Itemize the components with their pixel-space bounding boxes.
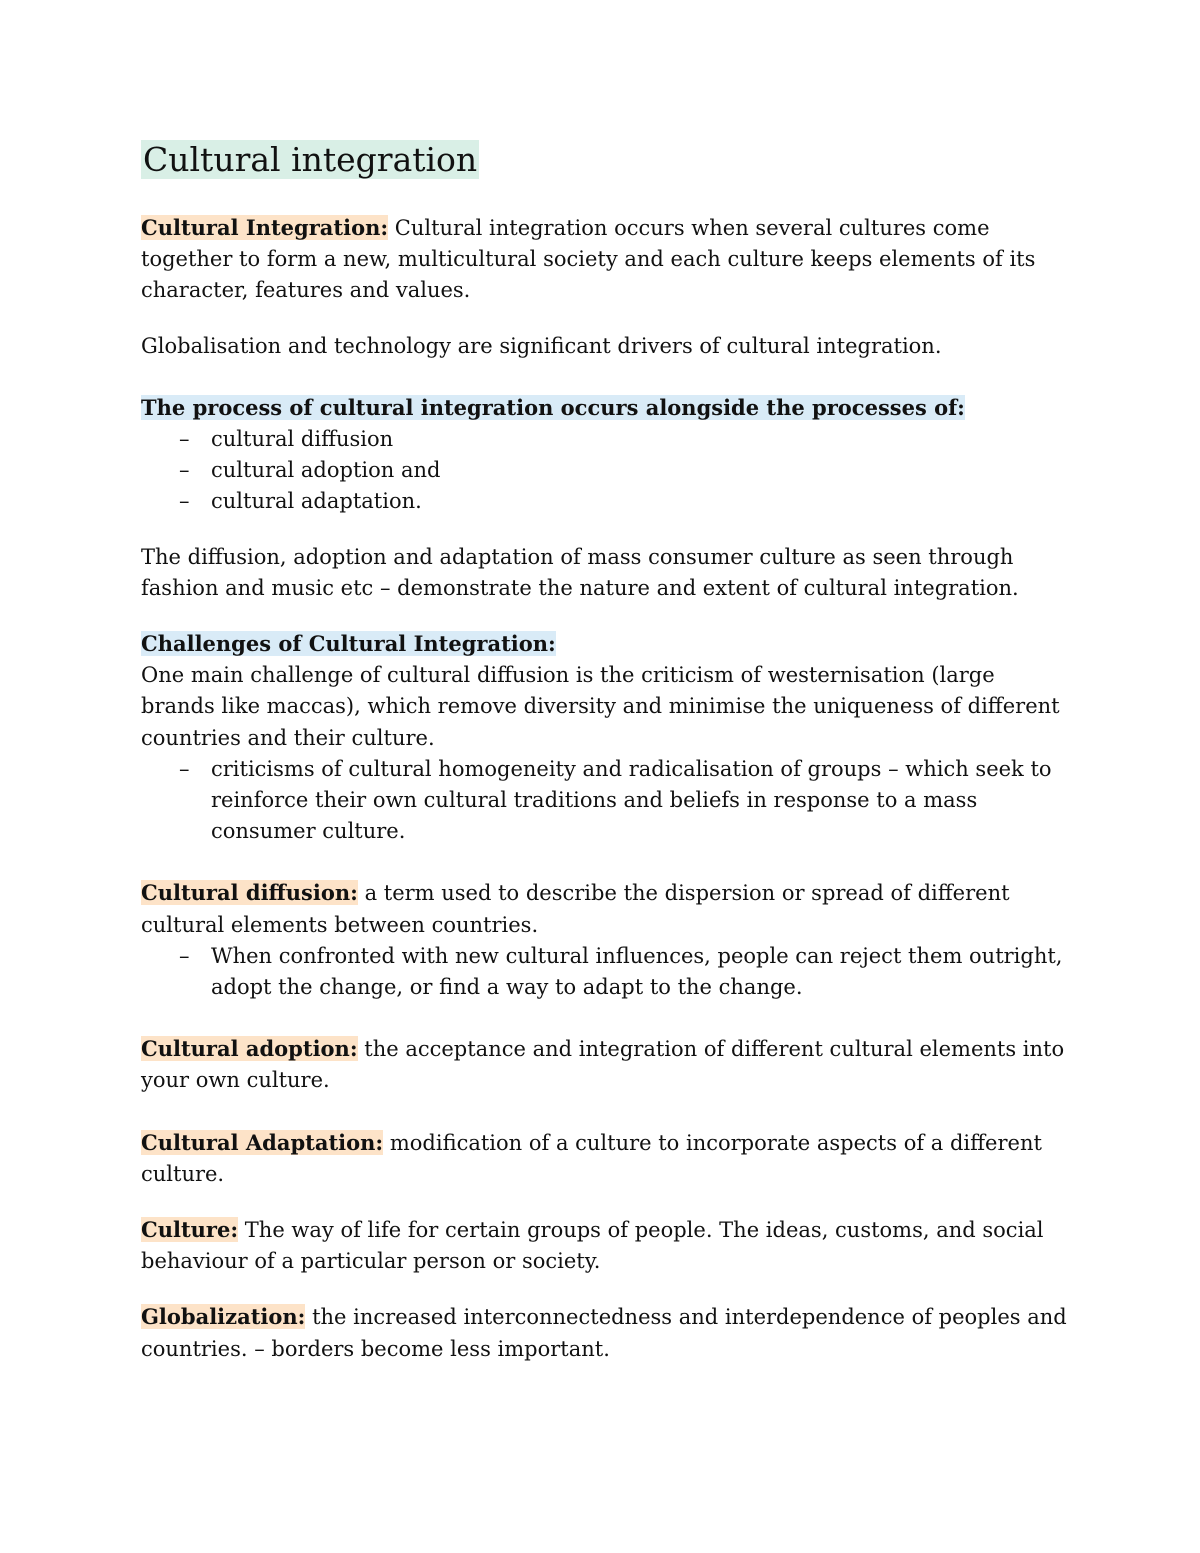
list-item: – When confronted with new cultural influences, people can reject them outright, adopt the change, or find a way to adapt to the change. bbox=[211, 941, 1071, 1003]
process-list bbox=[141, 424, 1071, 518]
challenges-paragraph: One main challenge of cultural diffusion is the criticism of westernisation (large brands like maccas), which remove diversity and minimise the uniqueness of different countries and their culture. bbox=[141, 663, 1060, 750]
term-globalization: Globalization: bbox=[141, 1304, 306, 1330]
mass-culture-paragraph: The diffusion, adoption and adaptation of mass consumer culture as seen through fashion and music etc – demonstrate the nature and extent of cultural integration. bbox=[141, 544, 1019, 600]
definition-cultural-adaptation bbox=[141, 1127, 1071, 1190]
drivers-paragraph: Globalisation and technology are significant drivers of cultural integration. bbox=[141, 333, 942, 358]
diffusion-list bbox=[141, 941, 1071, 1003]
definition-text: modification of a culture to incorporate aspects of a different culture. bbox=[141, 1130, 1042, 1186]
document-page bbox=[141, 138, 1071, 1365]
definition-cultural-integration bbox=[141, 212, 1071, 307]
challenges-heading bbox=[141, 628, 1071, 660]
term-cultural-diffusion: Cultural diffusion: bbox=[141, 880, 358, 906]
list-item: – cultural adoption and bbox=[211, 455, 1071, 486]
term-cultural-adaptation: Cultural Adaptation: bbox=[141, 1129, 384, 1155]
term-cultural-adoption: Cultural adoption: bbox=[141, 1036, 358, 1062]
challenges-heading-text: Challenges of Cultural Integration: bbox=[141, 631, 556, 657]
definition-text: The way of life for certain groups of people. The ideas, customs, and social behaviour of a particular person or society. bbox=[141, 1218, 1044, 1274]
process-heading bbox=[141, 392, 1071, 424]
definition-text: the acceptance and integration of different cultural elements into your own culture. bbox=[141, 1037, 1065, 1093]
page-title-text: Cultural integration bbox=[143, 140, 478, 179]
process-heading-text: The process of cultural integration occurs alongside the processes of: bbox=[141, 394, 965, 420]
term-culture: Culture: bbox=[141, 1217, 239, 1243]
list-item: – criticisms of cultural homogeneity and radicalisation of groups – which seek to reinforce their own cultural traditions and beliefs in response to a mass consumer culture. bbox=[211, 754, 1071, 848]
definition-text: Cultural integration occurs when several cultures come together to form a new, multicultural society and each culture keeps elements of its character, features and values. bbox=[141, 216, 1036, 303]
page-title bbox=[141, 138, 1071, 182]
term-cultural-integration: Cultural Integration: bbox=[141, 215, 389, 240]
definition-text: a term used to describe the dispersion or spread of different cultural elements between countries. bbox=[141, 881, 1010, 937]
list-item: – cultural diffusion bbox=[211, 424, 1071, 455]
definition-globalization bbox=[141, 1301, 1071, 1364]
definition-cultural-diffusion bbox=[141, 877, 1071, 940]
challenges-list bbox=[141, 754, 1071, 848]
list-item: – cultural adaptation. bbox=[211, 486, 1071, 517]
definition-text: the increased interconnectedness and interdependence of peoples and countries. – borders become less important. bbox=[141, 1305, 1067, 1361]
definition-cultural-adoption bbox=[141, 1033, 1071, 1096]
definition-culture bbox=[141, 1214, 1071, 1277]
